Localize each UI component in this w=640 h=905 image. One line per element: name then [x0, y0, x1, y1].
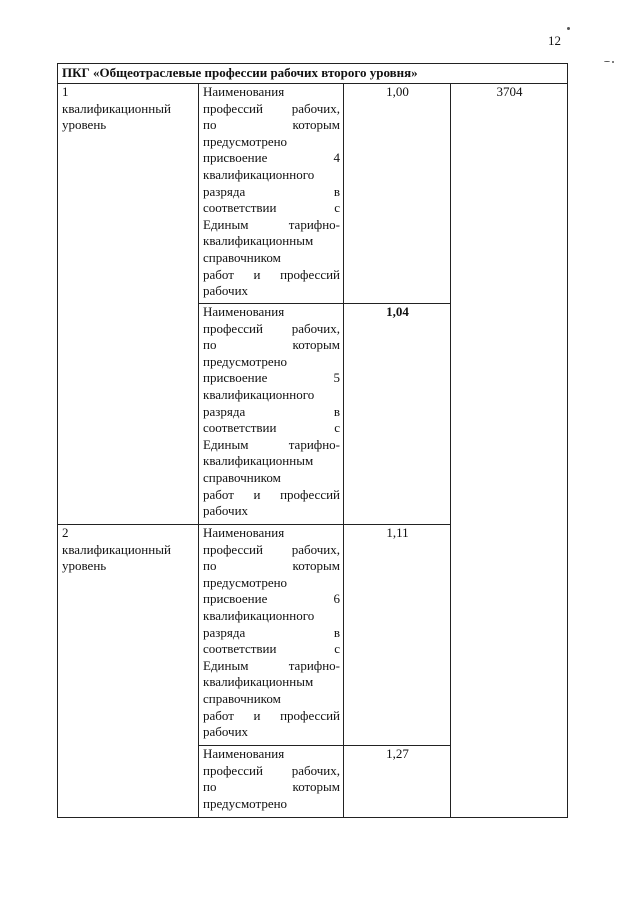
- scan-speck: [567, 27, 570, 30]
- desc-line: по которым: [203, 779, 340, 795]
- desc-line: работ и профессий: [203, 707, 340, 723]
- coefficient-2: 1,04: [344, 304, 451, 525]
- desc-line: присвоение 5: [203, 370, 340, 386]
- desc-line: квалификационного: [203, 386, 315, 402]
- profession-description-3: [199, 525, 344, 746]
- level-name: квалификационный уровень: [62, 100, 171, 133]
- desc-line: справочником: [203, 469, 281, 485]
- desc-line: профессий рабочих,: [203, 541, 340, 557]
- qualification-level-1: [58, 84, 199, 525]
- level-number: 1: [62, 84, 69, 99]
- coefficient-1: 1,00: [344, 84, 451, 304]
- desc-line: присвоение 4: [203, 150, 340, 166]
- desc-line: предусмотрено: [203, 133, 288, 149]
- desc-line: Наименования: [203, 746, 285, 761]
- desc-line: предусмотрено: [203, 795, 288, 811]
- desc-line: квалификационного: [203, 166, 315, 182]
- desc-line: соответствии с: [203, 641, 340, 657]
- desc-line: соответствии с: [203, 200, 340, 216]
- qualification-level-2: [58, 525, 199, 818]
- desc-line: работ и профессий: [203, 266, 340, 282]
- desc-line: профессий рабочих,: [203, 100, 340, 116]
- desc-line: присвоение 6: [203, 591, 340, 607]
- desc-line: Наименования: [203, 525, 285, 540]
- level-name: квалификационный уровень: [62, 541, 171, 574]
- desc-line: рабочих: [203, 724, 249, 740]
- salary-table: [57, 63, 568, 818]
- desc-line: Наименования: [203, 84, 285, 99]
- level-number: 2: [62, 525, 69, 540]
- desc-line: квалификационным: [203, 233, 314, 249]
- desc-line: Наименования: [203, 304, 285, 319]
- desc-line: по которым: [203, 117, 340, 133]
- coefficient-3: 1,11: [344, 525, 451, 746]
- desc-line: профессий рабочих,: [203, 320, 340, 336]
- desc-line: предусмотрено: [203, 353, 288, 369]
- desc-line: работ и профессий: [203, 486, 340, 502]
- page-number: 12: [548, 33, 561, 48]
- desc-line: Единым тарифно-: [203, 436, 340, 452]
- scan-speck: [604, 61, 610, 62]
- desc-line: разряда в: [203, 403, 340, 419]
- desc-line: по которым: [203, 558, 340, 574]
- desc-line: справочником: [203, 690, 281, 706]
- desc-line: разряда в: [203, 183, 340, 199]
- desc-line: профессий рабочих,: [203, 762, 340, 778]
- desc-line: Единым тарифно-: [203, 216, 340, 232]
- desc-line: квалификационным: [203, 453, 314, 469]
- minimum-salary: 3704: [451, 84, 568, 818]
- desc-line: квалификационного: [203, 607, 315, 623]
- desc-line: предусмотрено: [203, 574, 288, 590]
- desc-line: рабочих: [203, 503, 249, 519]
- profession-description-2: [199, 304, 344, 525]
- desc-line: Единым тарифно-: [203, 657, 340, 673]
- profession-description-4: [199, 746, 344, 818]
- desc-line: соответствии с: [203, 420, 340, 436]
- desc-line: разряда в: [203, 624, 340, 640]
- profession-description-1: [199, 84, 344, 304]
- desc-line: квалификационным: [203, 674, 314, 690]
- scan-speck: [612, 61, 614, 63]
- desc-line: рабочих: [203, 283, 249, 299]
- desc-line: по которым: [203, 337, 340, 353]
- table-header: ПКГ «Общеотраслевые профессии рабочих второго уровня»: [58, 64, 568, 84]
- coefficient-4: 1,27: [344, 746, 451, 818]
- desc-line: справочником: [203, 249, 281, 265]
